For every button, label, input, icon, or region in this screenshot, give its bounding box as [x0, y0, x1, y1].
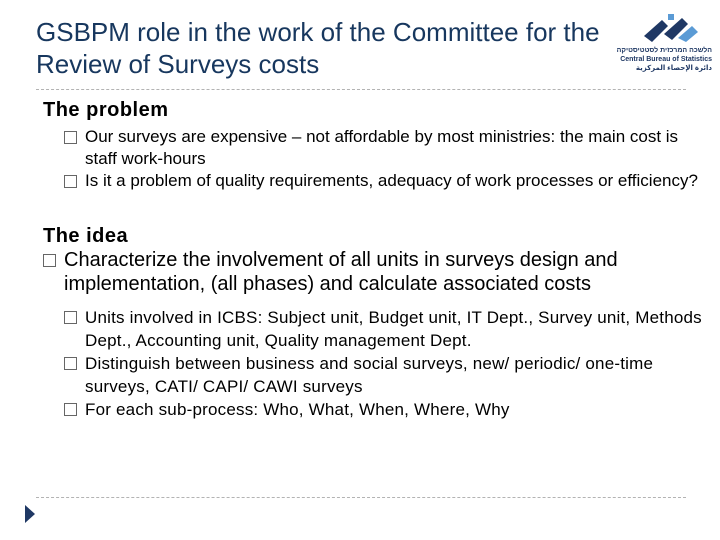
list-item [43, 352, 713, 398]
square-bullet-icon [64, 175, 77, 188]
logo-arabic-text: دائرة الإحصاء المركزية [635, 65, 712, 72]
section-heading-problem: The problem [43, 99, 169, 121]
logo-hebrew-text: הלשכה המרכזית לסטטיסטיקה [616, 47, 712, 54]
list-item [43, 248, 713, 296]
list-item-text: Is it a problem of quality requirements, adequacy of work processes or efficiency? [85, 171, 698, 190]
list-item [43, 306, 713, 352]
bottom-divider [36, 497, 686, 498]
square-bullet-icon [43, 254, 56, 267]
slide-body [43, 98, 713, 421]
list-item-text: Distinguish between business and social surveys, new/ periodic/ one-time surveys, CATI/ CAPI/ CAWI surveys [85, 354, 654, 396]
logo-english-text: Central Bureau of Statistics [620, 56, 712, 63]
play-arrow-icon [25, 505, 35, 523]
slide-title: GSBPM role in the work of the Committee for the Review of Surveys costs [36, 17, 600, 79]
section-heading-idea: The idea [43, 225, 129, 247]
idea-list [43, 248, 713, 296]
cbs-logo-icon [642, 14, 700, 44]
list-item-text: Characterize the involvement of all units in surveys design and implementation, (all phases) and calculate associated costs [64, 249, 618, 295]
problem-list [43, 126, 713, 192]
list-item [43, 126, 713, 170]
square-bullet-icon [64, 311, 77, 324]
top-divider [36, 89, 686, 90]
list-item [43, 398, 713, 421]
idea-sublist [43, 306, 713, 421]
list-item-text: For each sub-process: Who, What, When, Where, Why [85, 400, 510, 419]
cbs-logo [608, 14, 714, 80]
square-bullet-icon [64, 131, 77, 144]
list-item-text: Units involved in ICBS: Subject unit, Budget unit, IT Dept., Survey unit, Methods Dept., Accounting unit, Quality management Dept. [85, 308, 702, 350]
square-bullet-icon [64, 357, 77, 370]
list-item [43, 170, 713, 192]
square-bullet-icon [64, 403, 77, 416]
list-item-text: Our surveys are expensive – not affordable by most ministries: the main cost is staff work-hours [85, 127, 679, 168]
